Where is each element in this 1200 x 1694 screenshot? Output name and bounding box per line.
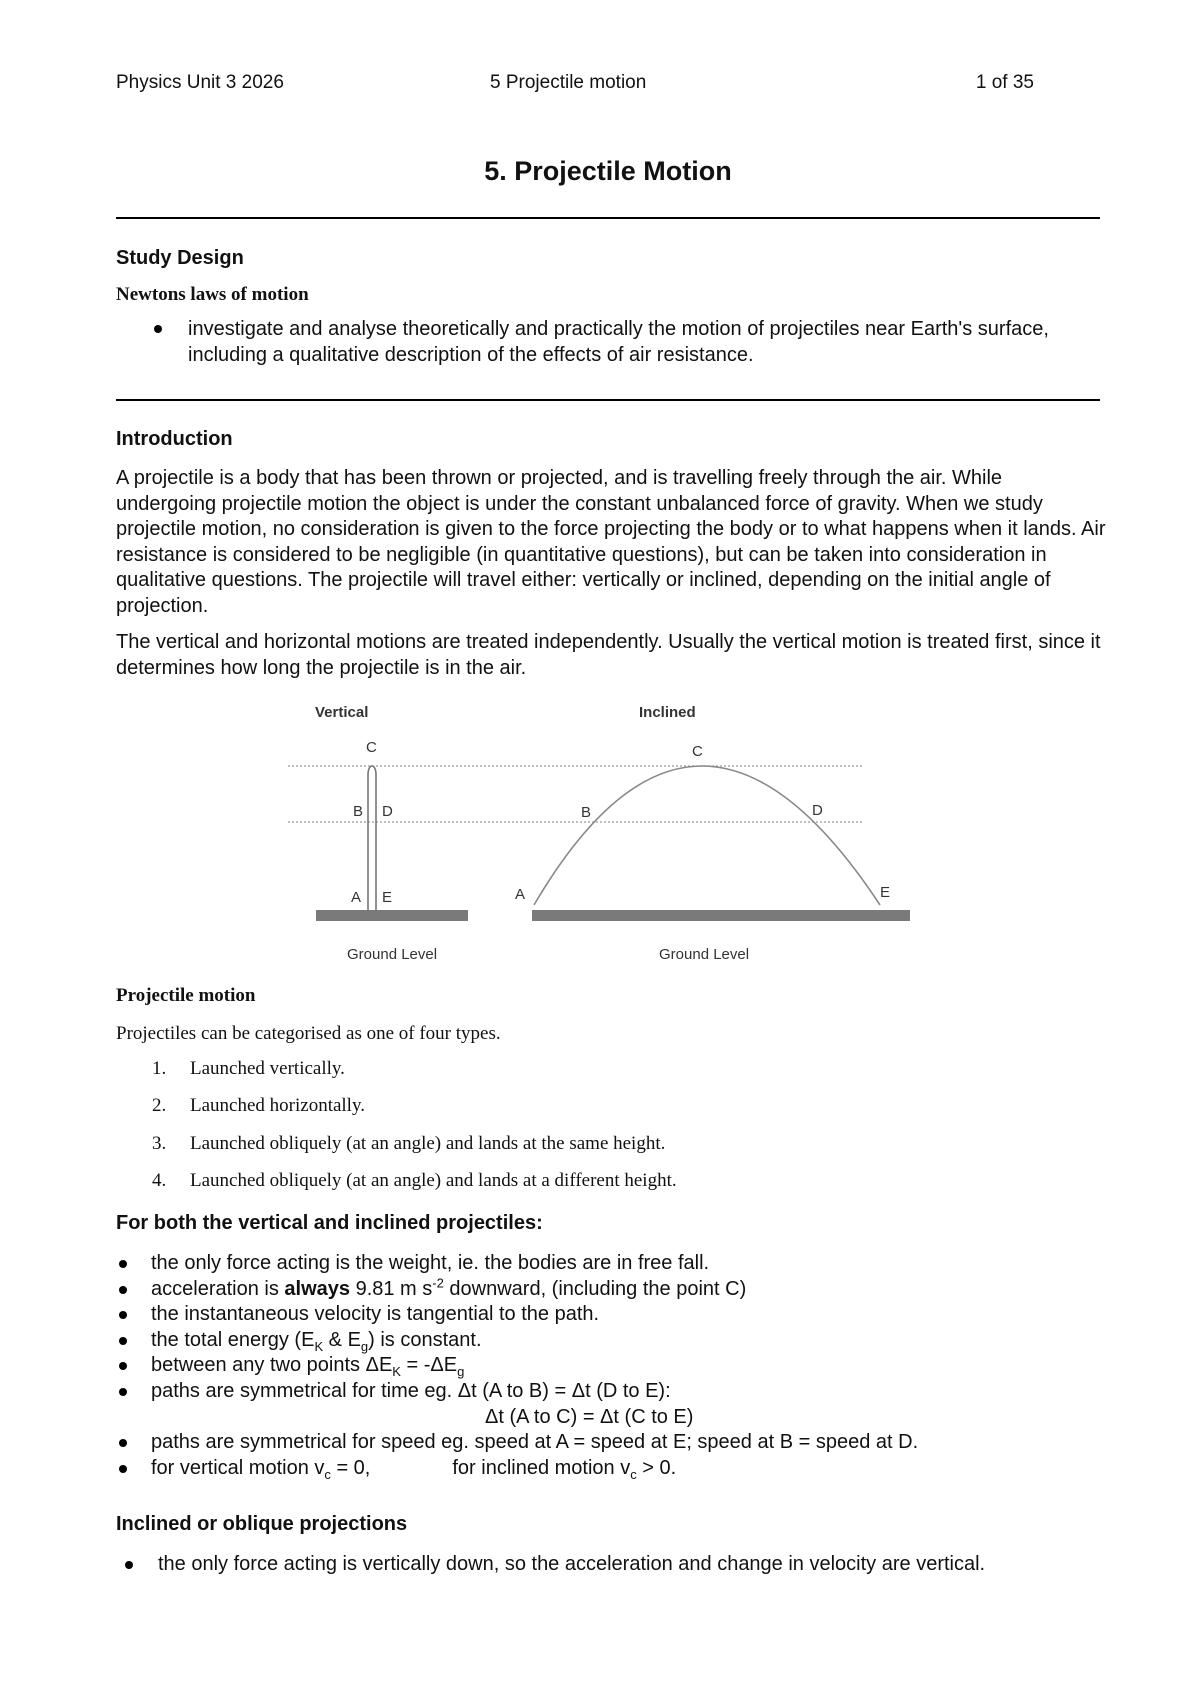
figure-label-inclined: Inclined <box>639 704 696 721</box>
vertical-point-d: D <box>382 803 393 820</box>
list-item <box>151 1456 1101 1482</box>
list-item-continuation: Δt (A to C) = Δt (C to E) <box>485 1405 694 1428</box>
text-part: = -ΔE <box>400 1354 458 1377</box>
subscript: c <box>324 1466 331 1482</box>
subscript: g <box>457 1364 465 1380</box>
text-part: for inclined motion v <box>452 1456 631 1479</box>
list-number: 1. <box>152 1058 167 1079</box>
vertical-point-a: A <box>351 889 362 906</box>
list-number: 4. <box>152 1169 167 1191</box>
text-part: & E <box>323 1328 361 1351</box>
header-course: Physics Unit 3 2026 <box>116 72 284 93</box>
vertical-point-b: B <box>353 803 364 820</box>
list-number: 3. <box>152 1132 167 1154</box>
subscript: g <box>360 1338 369 1354</box>
vertical-point-c: C <box>366 739 377 756</box>
list-item: paths are symmetrical for time eg. Δt (A to B) = Δt (D to E): <box>151 1379 1101 1405</box>
inclined-point-d: D <box>812 802 823 819</box>
subscript: K <box>392 1364 401 1380</box>
list-text: Launched horizontally. <box>190 1095 365 1117</box>
list-number: 2. <box>152 1095 167 1117</box>
inclined-point-c: C <box>692 743 703 760</box>
list-item: paths are symmetrical for speed eg. speed at A = speed at E; speed at B = speed at D. <box>151 1430 1101 1456</box>
vertical-path <box>368 766 376 910</box>
introduction-heading: Introduction <box>116 428 233 450</box>
inclined-point-b: B <box>581 804 592 821</box>
vertical-ground-label: Ground Level <box>347 946 438 963</box>
projectile-motion-heading: Projectile motion <box>116 985 256 1006</box>
introduction-paragraph-1: A projectile is a body that has been thrown or projected, and is travelling freely through the air. While undergoing projectile motion the object is under the constant unbalanced force of gravity. When we study projectile motion, no consideration is given to the force projecting the body or to what happens when it lands. Air resistance is considered to be negligible (in quantitative questions), but can be taken into consideration in qualitative questions. The projectile will travel either: vertically or inclined, depending on the initial angle of projection. <box>116 467 1106 617</box>
text-part: > 0. <box>636 1456 677 1479</box>
inclined-projections-list <box>158 1551 1108 1577</box>
subscript: c <box>630 1466 637 1482</box>
text-part: between any two points ΔE <box>151 1354 393 1377</box>
introduction-paragraph-2: The vertical and horizontal motions are treated independently. Usually the vertical motion is treated first, since it determines how long the projectile is in the air. <box>116 631 1101 679</box>
study-design-subheading: Newtons laws of motion <box>116 284 309 305</box>
projectile-type-item <box>116 1058 677 1095</box>
list-text: Launched vertically. <box>190 1058 345 1079</box>
both-projectiles-heading: For both the vertical and inclined projectiles: <box>116 1212 543 1234</box>
vertical-point-e: E <box>382 889 393 906</box>
emphasis-text: always <box>284 1277 351 1300</box>
list-item: the only force acting is vertically down, so the acceleration and change in velocity are vertical. <box>158 1551 1108 1577</box>
exponent: -2 <box>432 1274 444 1290</box>
list-item: the only force acting is the weight, ie. the bodies are in free fall. <box>151 1251 1101 1277</box>
vertical-ground <box>316 910 468 921</box>
list-item <box>151 1274 1101 1303</box>
text-part: for vertical motion v <box>151 1456 325 1479</box>
inclined-ground-label: Ground Level <box>659 946 750 963</box>
inclined-path <box>534 766 880 905</box>
list-item <box>151 1328 1101 1354</box>
list-item: the instantaneous velocity is tangential to the path. <box>151 1302 1101 1328</box>
header-chapter: 5 Projectile motion <box>490 72 647 93</box>
inclined-ground <box>532 910 910 921</box>
text-part: acceleration is <box>151 1277 285 1300</box>
projectile-motion-intro: Projectiles can be categorised as one of four types. <box>116 1023 501 1044</box>
projectile-type-item <box>116 1170 677 1207</box>
list-text: Launched obliquely (at an angle) and lands at the same height. <box>190 1132 666 1154</box>
projectile-type-item <box>116 1095 677 1132</box>
list-item <box>151 1353 1101 1379</box>
list-text: Launched obliquely (at an angle) and lands at a different height. <box>190 1169 677 1191</box>
text-part: ) is constant. <box>368 1328 482 1351</box>
page-title: 5. Projectile Motion <box>484 156 732 186</box>
text-part: 9.81 m s <box>350 1277 433 1300</box>
text-part: downward, (including the point C) <box>443 1277 747 1300</box>
study-design-heading: Study Design <box>116 247 244 269</box>
text-part: the total energy (E <box>151 1328 315 1351</box>
inclined-projections-heading: Inclined or oblique projections <box>116 1513 408 1535</box>
projectile-type-item <box>116 1133 677 1170</box>
figure-label-vertical: Vertical <box>315 704 369 721</box>
inclined-point-e: E <box>880 884 891 901</box>
header-page-number: 1 of 35 <box>975 72 1034 93</box>
study-design-bullet: investigate and analyse theoretically and practically the motion of projectiles near Earth's surface, including a qualitative description of the effects of air resistance. <box>188 316 1088 368</box>
subscript: K <box>314 1338 324 1354</box>
both-projectiles-list <box>151 1251 1101 1481</box>
projectile-types-list <box>116 1058 677 1207</box>
inclined-point-a: A <box>515 886 526 903</box>
text-part: = 0, <box>330 1456 371 1479</box>
